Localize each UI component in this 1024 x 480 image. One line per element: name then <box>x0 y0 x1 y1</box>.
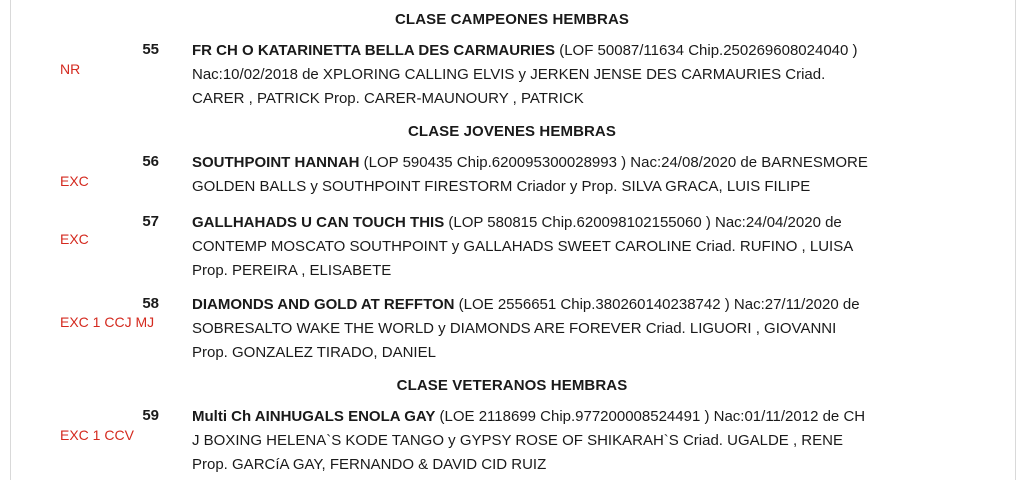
section-heading-veteranos: CLASE VETERANOS HEMBRAS <box>396 377 628 394</box>
entry-line: J BOXING HELENA`S KODE TANGO y GYPSY ROSE OF SHIKARAH`S Criad. UGALDE , RENE <box>192 432 843 449</box>
registration-info: (LOP 580815 Chip.620098102155060 ) Nac:24/04/2020 de <box>444 214 842 231</box>
entry-line: Prop. PEREIRA , ELISABETE <box>192 262 392 279</box>
entry-line <box>192 293 982 317</box>
registration-info: (LOP 590435 Chip.620095300028993 ) Nac:24/08/2020 de BARNESMORE <box>359 154 868 171</box>
entry-grade: EXC <box>60 231 89 247</box>
dog-name: FR CH O KATARINETTA BELLA DES CARMAURIES <box>192 42 556 59</box>
section-heading-jovenes: CLASE JOVENES HEMBRAS <box>408 123 616 140</box>
dog-name: GALLHAHADS U CAN TOUCH THIS <box>192 214 445 231</box>
registration-info: (LOF 50087/11634 Chip.250269608024040 ) <box>555 42 858 59</box>
entry-line: GOLDEN BALLS y SOUTHPOINT FIRESTORM Criador y Prop. SILVA GRACA, LUIS FILIPE <box>192 178 811 195</box>
entry-line: Nac:10/02/2018 de XPLORING CALLING ELVIS y JERKEN JENSE DES CARMAURIES Criad. <box>192 66 826 83</box>
registration-info: (LOE 2556651 Chip.380260140238742 ) Nac:27/11/2020 de <box>454 296 860 313</box>
entry-number: 56 <box>142 153 159 170</box>
entry-line <box>192 405 982 429</box>
entry-grade: EXC 1 CCJ MJ <box>60 314 155 330</box>
dog-name: Multi Ch AINHUGALS ENOLA GAY <box>192 408 436 425</box>
entry-text <box>192 151 982 199</box>
entry-text <box>192 39 982 111</box>
entry-text <box>192 211 982 283</box>
entry-line: CONTEMP MOSCATO SOUTHPOINT y GALLAHADS SWEET CAROLINE Criad. RUFINO , LUISA <box>192 238 854 255</box>
entry-line: SOBRESALTO WAKE THE WORLD y DIAMONDS ARE FOREVER Criad. LIGUORI , GIOVANNI <box>192 320 837 337</box>
entry-number: 57 <box>142 213 159 230</box>
entry-line <box>192 211 982 235</box>
entry-text <box>192 293 982 365</box>
entry-grade: EXC <box>60 173 89 189</box>
entry-line <box>192 39 982 63</box>
dog-name: DIAMONDS AND GOLD AT REFFTON <box>192 296 455 313</box>
entry-number: 55 <box>142 41 159 58</box>
entry-grade: EXC 1 CCV <box>60 427 134 443</box>
entry-line <box>192 151 982 175</box>
section-heading-campeones: CLASE CAMPEONES HEMBRAS <box>395 11 629 28</box>
entry-line: Prop. GONZALEZ TIRADO, DANIEL <box>192 344 436 361</box>
dog-name: SOUTHPOINT HANNAH <box>192 154 360 171</box>
registration-info: (LOE 2118699 Chip.977200008524491 ) Nac:01/11/2012 de CH <box>435 408 866 425</box>
entry-line: CARER , PATRICK Prop. CARER-MAUNOURY , PATRICK <box>192 90 584 107</box>
entry-grade: NR <box>60 61 81 77</box>
entry-text <box>192 405 982 477</box>
entry-line: Prop. GARCíA GAY, FERNANDO & DAVID CID RUIZ <box>192 456 547 473</box>
entry-number: 59 <box>142 407 159 424</box>
entry-number: 58 <box>142 295 159 312</box>
